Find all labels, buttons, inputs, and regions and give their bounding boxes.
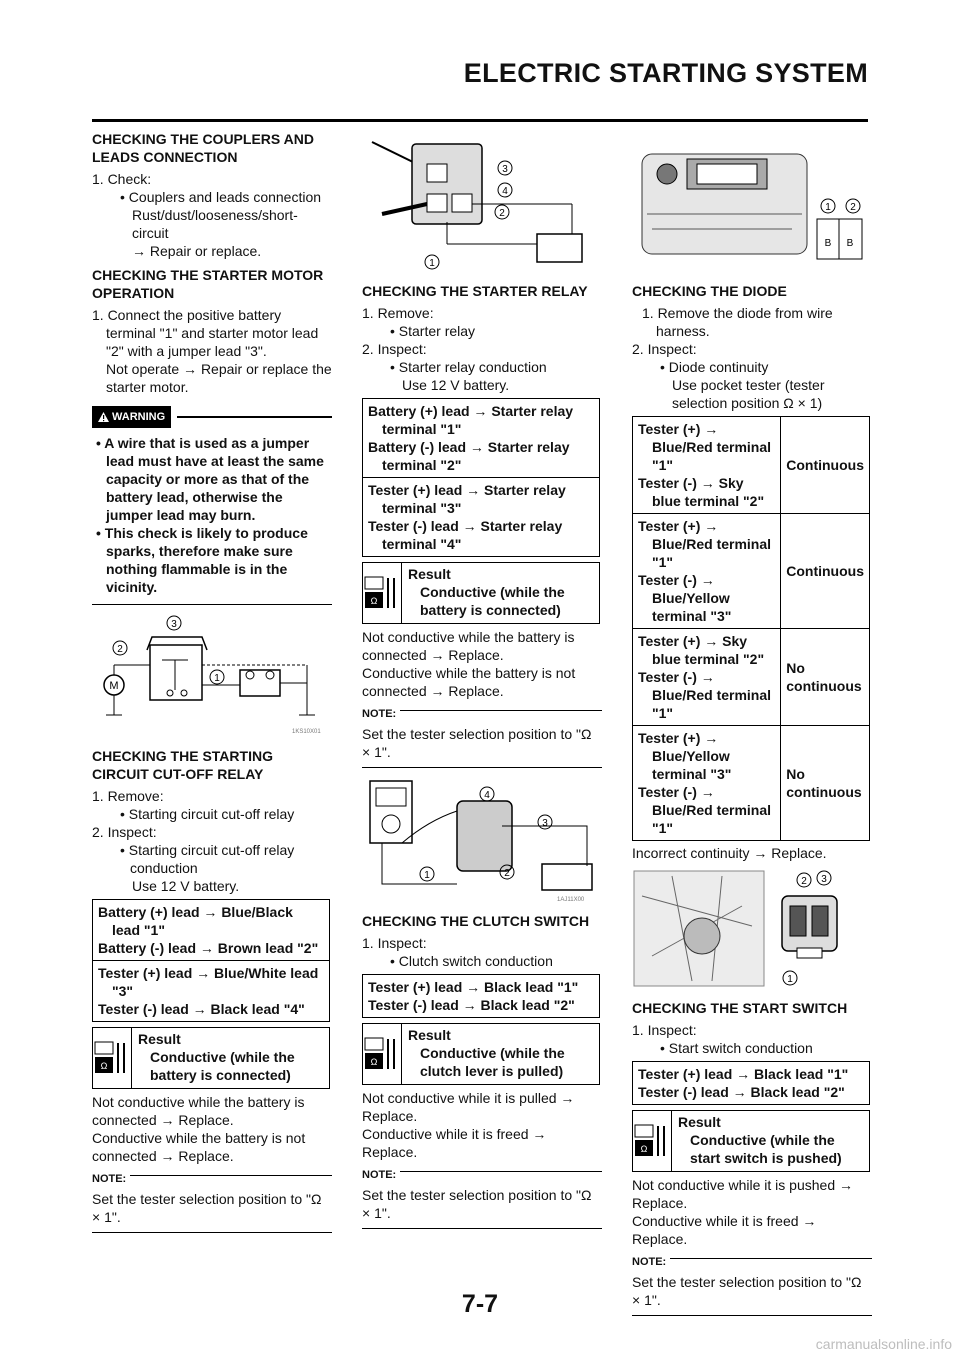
starter-motor-action: Not operate → Repair or replace the starter motor. [106,361,332,395]
svg-text:2: 2 [504,868,510,879]
tester-icon [363,1035,401,1073]
header-rule [92,119,868,122]
clutch-bullet1: • Clutch switch conduction [390,953,553,969]
diode-location-diagram [632,134,872,274]
tester-icon [93,1039,131,1077]
cutoff-result-box: Ω Result Conductive (while the battery is connected) [92,1027,330,1089]
diode-step1: 1. Remove the diode from wire harness. [642,305,833,339]
svg-text:3: 3 [542,818,548,829]
couplers-heading: CHECKING THE COUPLERS AND LEADS CONNECTION [92,131,314,165]
switch-after1: Not conductive while it is pushed → Replace. [632,1177,853,1211]
starter-relay-table: Battery (+) lead → Starter relay terminal "1" Battery (-) lead → Starter relay terminal "2" Tester (+) lead → Starter relay terminal "3" Tester (-) lead → Starter relay terminal "4" [362,398,600,557]
start-switch-heading: CHECKING THE START SWITCH [632,1000,848,1016]
clutch-switch-diagram [362,776,602,904]
diode-bullet1: • Diode continuity [660,359,769,375]
svg-text:3: 3 [171,619,177,630]
warning-item: • This check is likely to produce sparks, therefore make sure nothing flammable is in the vicinity. [96,525,308,595]
warning-item: • A wire that is used as a jumper lead must have at least the same capacity or more as that of the battery lead, otherwise the jumper lead may burn. [96,435,324,523]
starter-step1: 1. Remove: [362,305,434,321]
starter-motor-step1: 1. Connect the positive battery terminal "1" and starter motor lead "2" with a jumper lead "3". [92,307,319,359]
couplers-step1: 1. Check: [92,171,152,187]
starter-step2: 2. Inspect: [362,341,427,357]
svg-text:1: 1 [825,202,831,213]
svg-text:1: 1 [429,258,435,269]
svg-text:1AJ11X00: 1AJ11X00 [557,897,585,903]
starter-note12v: Use 12 V battery. [402,377,510,393]
svg-text:2: 2 [117,644,123,655]
start-switch-table: Tester (+) lead → Black lead "1" Tester (-) lead → Black lead "2" [632,1061,870,1105]
svg-text:1: 1 [424,870,430,881]
svg-text:Ω: Ω [100,1061,108,1071]
diode-table: Tester (+) → Blue/Red terminal "1" Tester (-) → Sky blue terminal "2" Continuous Tester (+) → Blue/Red terminal "1" Tester (-) → Blue/Yellow terminal "3" Continuous Tester (+) → Sky blue terminal "2" Tester (-) → Blue/Red terminal "1" No continuous Tester (+) → Blue/Yellow terminal "3" Tester (-) → Blue/Red terminal "1" No continuous [632,416,870,841]
svg-text:1: 1 [787,974,793,985]
clutch-result-box: Ω Result Conductive (while the clutch lever is pulled) [362,1023,600,1085]
column-middle [362,130,602,1233]
cutoff-step2: 2. Inspect: [92,824,157,840]
svg-text:Ω: Ω [370,596,378,606]
svg-text:B: B [846,238,854,249]
cutoff-note: NOTE: Set the tester selection position to "Ω × 1". [92,1175,332,1233]
starter-result-box: Ω Result Conductive (while the battery is connected) [362,562,600,624]
starter-motor-diagram [92,615,332,735]
svg-text:4: 4 [502,186,508,197]
clutch-heading: CHECKING THE CLUTCH SWITCH [362,913,590,929]
diode-step2: 2. Inspect: [632,341,697,357]
svg-text:3: 3 [502,164,508,175]
svg-text:4: 4 [484,790,490,801]
svg-text:M: M [109,680,119,692]
clutch-after1: Not conductive while it is pulled → Replace. [362,1090,575,1124]
starter-relay-heading: CHECKING THE STARTER RELAY [362,283,588,299]
switch-step1: 1. Inspect: [632,1022,697,1038]
watermark[interactable]: carmanualsonline.info [815,1336,952,1352]
tester-icon [633,1122,671,1160]
starter-relay-diagram [362,134,602,274]
starter-note: NOTE: Set the tester selection position to "Ω × 1". [362,710,602,768]
starter-after1: Not conductive while the battery is connected → Replace. [362,629,575,663]
clutch-after2: Conductive while it is freed → Replace. [362,1126,547,1160]
svg-text:2: 2 [499,208,505,219]
start-switch-diagram [632,866,872,991]
cutoff-note12v: Use 12 V battery. [132,878,240,894]
page-number: 7-7 [461,1290,499,1318]
cutoff-relay-heading: CHECKING THE STARTING CIRCUIT CUT-OFF RELAY [92,748,273,782]
warning-box [92,406,332,605]
cutoff-bullet2: • Starting circuit cut-off relay conduction [120,842,295,876]
svg-text:1: 1 [214,673,220,684]
switch-result-box: Ω Result Conductive (while the start switch is pushed) [632,1110,870,1172]
switch-bullet1: • Start switch conduction [660,1040,813,1056]
cutoff-bullet1: • Starting circuit cut-off relay [120,806,295,822]
svg-text:B: B [824,238,832,249]
svg-text:2: 2 [850,202,856,213]
column-right [632,130,872,1320]
couplers-bullet: • Couplers and leads connection [120,189,322,205]
starter-bullet1: • Starter relay [390,323,476,339]
clutch-step1: 1. Inspect: [362,935,427,951]
svg-text:Ω: Ω [640,1144,648,1154]
cutoff-after1: Not conductive while the battery is connected → Replace. [92,1094,305,1128]
tester-icon [363,574,401,612]
svg-text:Ω: Ω [370,1057,378,1067]
warning-triangle-icon [98,412,109,422]
column-left [92,130,332,1237]
cutoff-relay-table: Battery (+) lead → Blue/Black lead "1" Battery (-) lead → Brown lead "2" Tester (+) lead → Blue/White lead "3" Tester (-) lead → Black lead "4" [92,899,330,1022]
warning-label: WARNING [92,406,171,428]
clutch-note: NOTE: Set the tester selection position to "Ω × 1". [362,1171,602,1229]
svg-text:3: 3 [821,874,827,885]
cutoff-after2: Conductive while the battery is not connected → Replace. [92,1130,306,1164]
svg-text:2: 2 [801,876,807,887]
starter-motor-heading: CHECKING THE STARTER MOTOR OPERATION [92,267,324,301]
diode-note: Use pocket tester (tester selection position Ω × 1) [672,377,825,411]
switch-after2: Conductive while it is freed → Replace. [632,1213,817,1247]
switch-note: NOTE: Set the tester selection position to "Ω × 1". [632,1258,872,1316]
couplers-detail: Rust/dust/looseness/short-circuit [132,207,298,241]
diode-after: Incorrect continuity → Replace. [632,845,827,861]
cutoff-step1: 1. Remove: [92,788,164,804]
diode-heading: CHECKING THE DIODE [632,283,787,299]
starter-after2: Conductive while the battery is not connected → Replace. [362,665,576,699]
page-title: ELECTRIC STARTING SYSTEM [463,58,868,88]
clutch-table: Tester (+) lead → Black lead "1" Tester (-) lead → Black lead "2" [362,974,600,1018]
starter-bullet2: • Starter relay conduction [390,359,547,375]
couplers-action: → Repair or replace. [132,243,262,259]
svg-text:1KS10X01: 1KS10X01 [292,729,321,735]
